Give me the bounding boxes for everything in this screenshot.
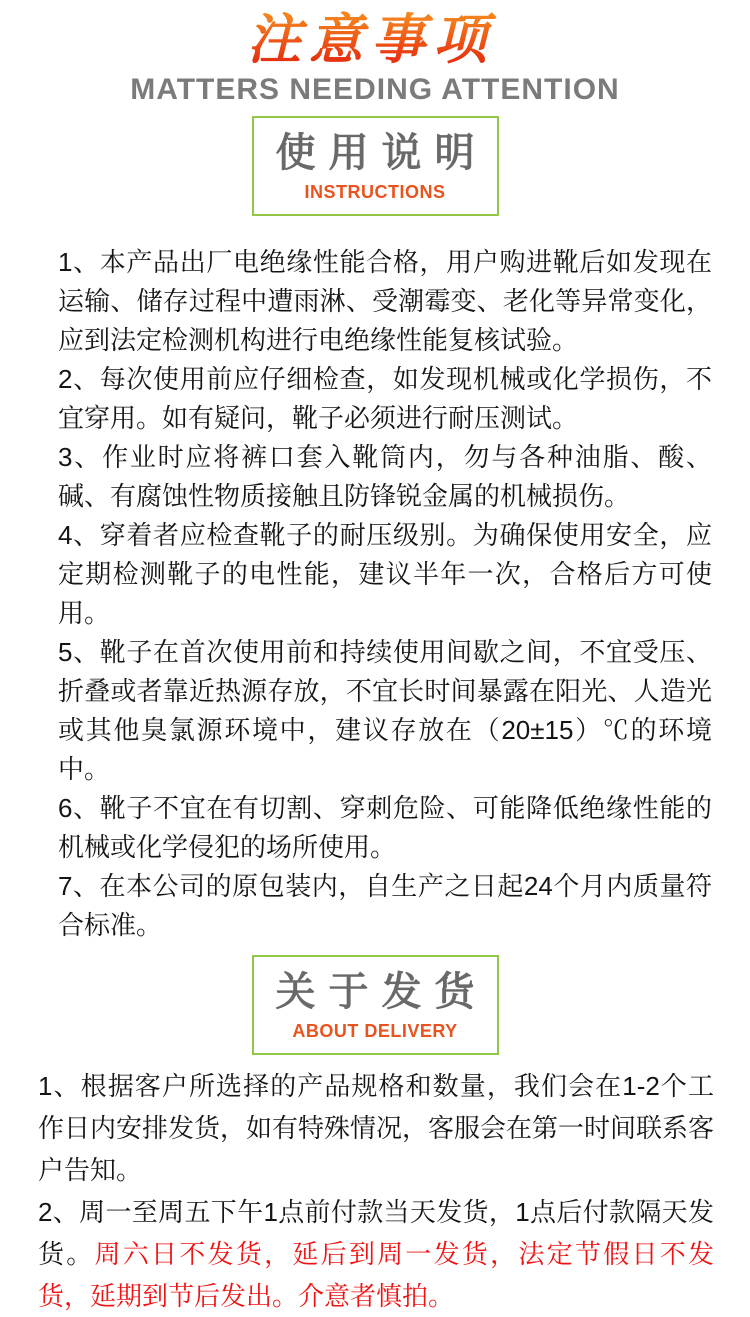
instructions-heading-en: INSTRUCTIONS <box>304 181 446 202</box>
delivery-item-1: 1、根据客户所选择的产品规格和数量，我们会在1-2个工作日内安排发货，如有特殊情况，客服会在第一时间联系客户告知。 <box>38 1071 715 1185</box>
delivery-heading-box <box>252 955 499 1055</box>
delivery-item-2 <box>38 1191 714 1317</box>
delivery-heading-cn: 关于发货 <box>275 969 488 1014</box>
instructions-heading-box <box>252 116 499 216</box>
delivery-item-2-warning: 周六日不发货，延后到周一发货，法定节假日不发货，延期到节后发出。介意者慎拍。 <box>38 1239 714 1311</box>
page-subtitle: MATTERS NEEDING ATTENTION <box>130 73 620 106</box>
page-title: 注意事项 <box>247 10 503 70</box>
instruction-item-7: 7、在本公司的原包装内，自生产之日起24个月内质量符合标准。 <box>58 871 712 940</box>
instruction-item-3: 3、作业时应将裤口套入靴筒内，勿与各种油脂、酸、碱、有腐蚀性物质接触且防锋锐金属的机械损伤。 <box>58 442 712 511</box>
instructions-list <box>0 216 750 945</box>
instruction-item-6: 6、靴子不宜在有切割、穿刺危险、可能降低绝缘性能的机械或化学侵犯的场所使用。 <box>58 793 712 862</box>
instruction-item-5: 5、靴子在首次使用前和持续使用间歇之间，不宜受压、折叠或者靠近热源存放，不宜长时间暴露在阳光、人造光或其他臭氯源环境中，建议存放在（20±15）℃的环境中。 <box>58 637 712 784</box>
instruction-item-1: 1、本产品出厂电绝缘性能合格，用户购进靴后如发现在运输、储存过程中遭雨淋、受潮霉变、老化等异常变化，应到法定检测机构进行电绝缘性能复核试验。 <box>58 247 712 355</box>
page-header <box>0 0 750 106</box>
instructions-heading-cn: 使用说明 <box>275 130 488 175</box>
delivery-item-2-normal: 2、周一至周五下午1点前付款当天发货，1点后付款隔天发货。 <box>38 1197 714 1269</box>
delivery-heading-en: ABOUT DELIVERY <box>292 1020 458 1041</box>
instruction-item-4: 4、穿着者应检查靴子的耐压级别。为确保使用安全，应定期检测靴子的电性能，建议半年一次，合格后方可使用。 <box>58 520 712 628</box>
instruction-item-2: 2、每次使用前应仔细检查，如发现机械或化学损伤，不宜穿用。如有疑问，靴子必须进行耐压测试。 <box>58 364 712 433</box>
delivery-list <box>0 1055 750 1317</box>
